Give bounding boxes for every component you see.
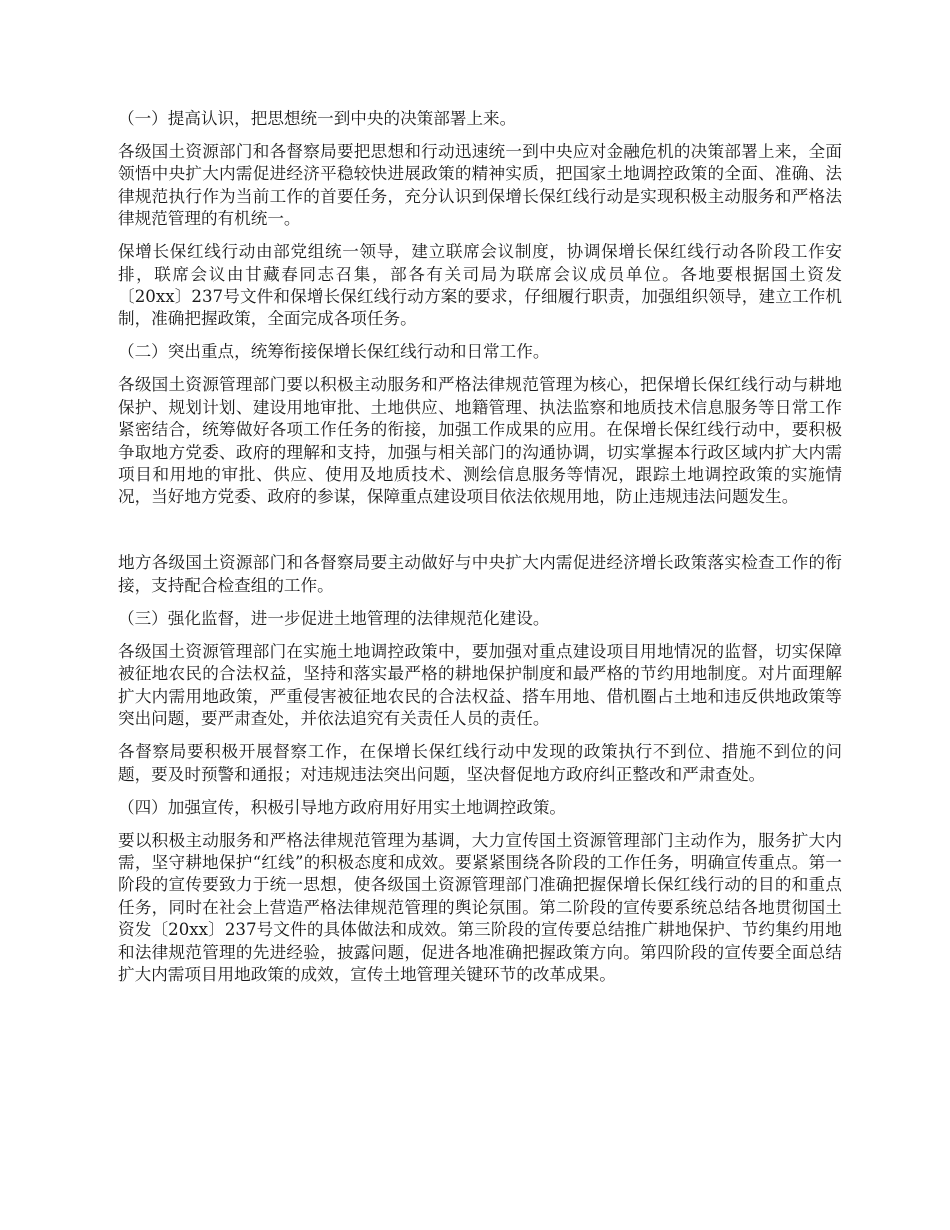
paragraph: 保增长保红线行动由部党组统一领导，建立联席会议制度，协调保增长保红线行动各阶段工作安排，联席会议由甘藏春同志召集，部各有关司局为联席会议成员单位。各地要根据国土资发〔20xx〕237号文件和保增长保红线行动方案的要求，仔细履行职责，加强组织领导，建立工作机制，准确把握政策，全面完成各项任务。	[118, 242, 842, 329]
paragraph: 要以积极主动服务和严格法律规范管理为基调，大力宣传国土资源管理部门主动作为，服务扩大内需，坚守耕地保护“红线”的积极态度和成效。要紧紧围绕各阶段的工作任务，明确宣传重点。第一阶段的宣传要致力于统一思想，使各级国土资源管理部门准确把握保增长保红线行动的目的和重点任务，同时在社会上营造严格法律规范管理的舆论氛围。第二阶段的宣传要系统总结各地贯彻国土资发〔20xx〕237号文件的具体做法和成效。第三阶段的宣传要总结推广耕地保护、节约集约用地和法律规范管理的先进经验，披露问题，促进各地准确把握政策方向。第四阶段的宣传要全面总结扩大内需项目用地政策的成效，宣传土地管理关键环节的改革成果。	[118, 830, 842, 984]
section-heading-1: （一）提高认识，把思想统一到中央的决策部署上来。	[118, 109, 517, 128]
paragraph: 各级国土资源部门和各督察局要把思想和行动迅速统一到中央应对金融危机的决策部署上来，全面领悟中央扩大内需促进经济平稳较快进展政策的精神实质，把国家土地调控政策的全面、准确、法律规范执行作为当前工作的首要任务，充分认识到保增长保红线行动是实现积极主动服务和严格法律规范管理的有机统一。	[118, 142, 842, 229]
paragraph: 各级国土资源管理部门在实施土地调控政策中，要加强对重点建设项目用地情况的监督，切实保障被征地农民的合法权益，坚持和落实最严格的耕地保护制度和最严格的节约用地制度。对片面理解扩大内需用地政策，严重侵害被征地农民的合法权益、搭车用地、借机圈占土地和违反供地政策等突出问题，要严肃查处，并依法追究有关责任人员的责任。	[118, 641, 842, 729]
section-heading-2: （二）突出重点，统筹衔接保增长保红线行动和日常工作。	[118, 342, 550, 362]
paragraph: 各级国土资源管理部门要以积极主动服务和严格法律规范管理为核心，把保增长保红线行动与耕地保护、规划计划、建设用地审批、土地供应、地籍管理、执法监察和地质技术信息服务等日常工作紧密结合，统筹做好各项工作任务的衔接，加强工作成果的应用。在保增长保红线行动中，要积极争取地方党委、政府的理解和支持，加强与相关部门的沟通协调，切实掌握本行政区域内扩大内需项目和用地的审批、供应、使用及地质技术、测绘信息服务等情况，跟踪土地调控政策的实施情况，当好地方党委、政府的参谋，保障重点建设项目依法依规用地，防止违规违法问题发生。	[118, 375, 842, 507]
section-heading-4: （四）加强宣传，积极引导地方政府用好用实土地调控政策。	[118, 797, 567, 817]
paragraph: 各督察局要积极开展督察工作，在保增长保红线行动中发现的政策执行不到位、措施不到位的问题，要及时预警和通报；对违规违法突出问题，坚决督促地方政府纠正整改和严肃查处。	[118, 742, 842, 784]
document-page	[118, 108, 842, 997]
section-heading-3: （三）强化监督，进一步促进土地管理的法律规范化建设。	[118, 608, 550, 628]
section-spacer	[118, 519, 842, 552]
paragraph: 地方各级国土资源部门和各督察局要主动做好与中央扩大内需促进经济增长政策落实检查工作的衔接，支持配合检查组的工作。	[118, 553, 842, 595]
